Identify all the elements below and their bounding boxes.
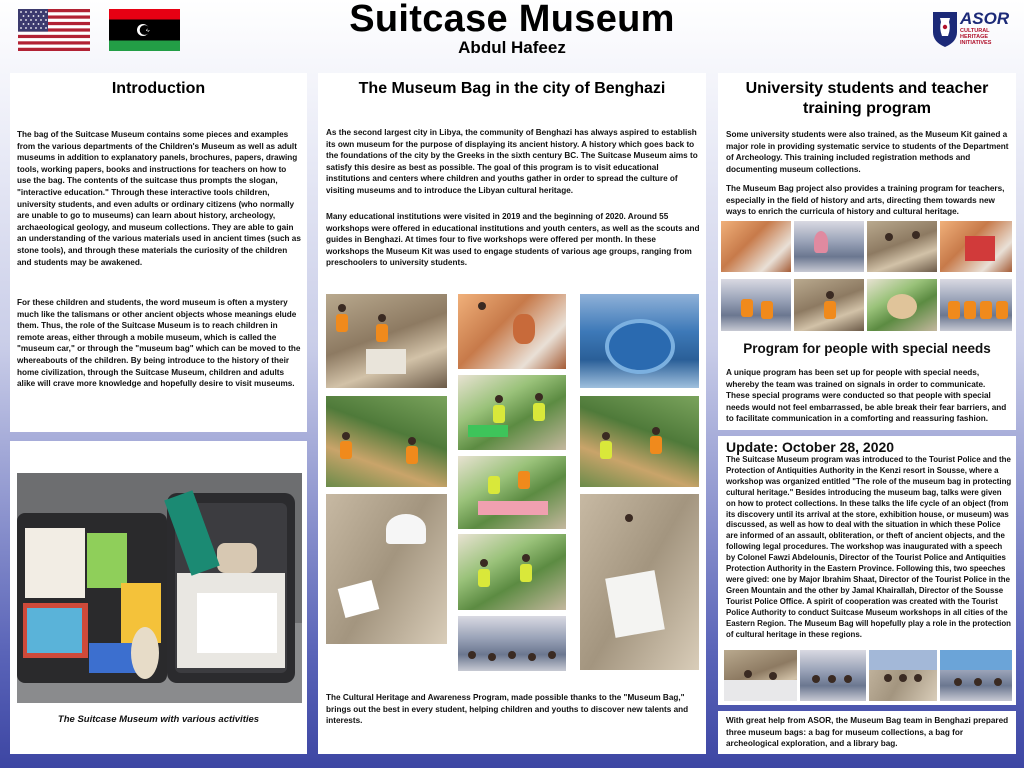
tourist-police-photo	[800, 650, 866, 701]
tourist-police-photo	[724, 650, 797, 701]
training-photo	[940, 279, 1012, 331]
introduction-title: Introduction	[111, 80, 206, 97]
special-needs-paragraph: A unique program has been set up for people with special needs, whereby the team was trained on signals in order to communicate. These special programs were conducted so that people with special needs would not feel embarrassed, be able break their fear barriers, and to facilitate communication in a comforting and reassuring fashion.	[726, 368, 1007, 424]
benghazi-paragraph-2: Many educational institutions were visited in 2019 and the beginning of 2020. Around 55 workshops were offered in educational institutions and youth centers, as well as the scouts and guides in Benghazi. At times four to five workshops were offered per month. In these workshops the Museum Kit was used to engage students of various age groups, ranging from preschoolers to university students.	[326, 212, 700, 268]
workshop-photo	[458, 375, 566, 450]
workshop-photo	[580, 294, 699, 388]
asor-shield-icon	[931, 10, 959, 48]
benghazi-panel	[318, 73, 706, 754]
workshop-photo	[458, 534, 566, 610]
workshop-photo	[580, 494, 699, 670]
introduction-paragraph-1: The bag of the Suitcase Museum contains some pieces and examples from the various departments of the Children's Museum as well as adult museums in addition to explanatory panels, brochures, papers, drawing tools, working papers, books and instructions for teachers on how to use the bag. The contents of the suitcase thus prompts the slogan, "interactive education." Through these interactive tools children, university students, and even adults or ordinary citizens (who normally are unable to go to museums) can learn about history, archeology, archaeological geology, and museum collections. They are able to gain an understanding of the various materials used in ancient times (such as stone tools), and through these materials the curiosity of the children and students may be awakened.	[17, 130, 301, 267]
update-paragraph: The Suitcase Museum program was introduced to the Tourist Police and the Protection of Antiquities Authority in the Kenzi resort in Sousse, where a workshop was organized entitled "The role of the museum bag in protecting cultural heritage." Besides introducing the museum bag, talks were given on how to protect collections. In these talks the life cycle of an object (from its discovery until its arrival at the store, exhibition house, or museum) was discussed, as well as how to deal with the situation in which these Police are informed of an assault, obliteration, or theft of ancient objects, and the following legal procedures. The workshop was inaugurated with a speech by Colonel Fawzi Abdelounis, Director of the Tourist Police and Antiquities Protection Authority in the Eastern Province. Following this, two speeches were gived: one by Major Ibrahim Shaat, Director of the Tourist Police in the Green Mountain and the other by Jamal Khairallah, Director of the Sousse Tourist Police Office. A spirit of cooperation was created with the Tourist Police Authority to conduct Suitcase Museum workshops in all cities of the Eastern Region. The Museum Bag will hopefully play a role in the protection of cultural heritage in these regions.	[726, 455, 1012, 639]
benghazi-paragraph-3: The Cultural Heritage and Awareness Program, made possible thanks to the "Museum Bag," brings out the best in every student, helping children and youths to discover new talents and interests.	[326, 693, 689, 726]
introduction-paragraph-2: For these children and students, the word museum is often a mystery much like the talismans or other ancient objects whose meanings elude them. Thus, the role of the Suitcase Museum is to reach children in remote areas, either through a mobile museum, which is called the "museum car," or through the "museum bag" which can be moved to the whereabouts of the children. By being introduce to the history of their home civilization, through the Suitcase Museum, children and adults alike will crave more knowledge and hopefully desire to visit museums.	[17, 298, 301, 389]
workshop-photo	[326, 294, 447, 388]
university-paragraph-2: The Museum Bag project also provides a training program for teachers, especially in the field of history and arts, directing them towards new ways to enrich the curricula of history and cultural heritage.	[726, 184, 1005, 217]
workshop-photo	[458, 456, 566, 529]
workshop-photo	[326, 494, 447, 644]
asor-logo-name: ASOR	[960, 9, 1010, 28]
poster-header	[0, 0, 1024, 70]
training-photo	[794, 279, 864, 331]
asor-note-panel	[718, 711, 1016, 754]
tourist-police-photo	[940, 650, 1012, 701]
workshop-photo	[458, 616, 566, 671]
university-title: University students and teacher training program	[745, 80, 989, 117]
special-needs-title: Program for people with special needs	[743, 341, 991, 356]
training-photo	[867, 221, 937, 272]
benghazi-title: The Museum Bag in the city of Benghazi	[358, 80, 666, 97]
training-photo	[940, 221, 1012, 272]
suitcase-museum-photo	[17, 473, 302, 703]
workshop-photo	[580, 396, 699, 487]
training-photo	[721, 279, 791, 331]
update-panel	[718, 436, 1016, 705]
training-photo	[794, 221, 864, 272]
workshop-photo	[458, 294, 566, 369]
poster-author: Abdul Hafeez	[458, 38, 566, 57]
asor-logo-subtitle: CULTURAL HERITAGE INITIATIVES	[960, 28, 992, 46]
introduction-panel	[10, 73, 307, 432]
poster-title: Suitcase Museum	[349, 0, 675, 40]
workshop-photo	[326, 396, 447, 487]
asor-note-paragraph: With great help from ASOR, the Museum Bag team in Benghazi prepared three museum bags: a bag for museum collections, a bag for archeological exploration, and a library bag.	[726, 716, 1009, 749]
update-title: Update: October 28, 2020	[726, 439, 895, 455]
university-paragraph-1: Some university students were also trained, as the Museum Kit gained a major role in providing systematic service to students of the Department of Archeology. This training included registration methods and documenting museum collections.	[726, 130, 1009, 174]
training-photo	[721, 221, 791, 272]
university-panel	[718, 73, 1016, 430]
suitcase-photo-panel	[10, 441, 307, 754]
suitcase-photo-caption: The Suitcase Museum with various activities	[57, 714, 260, 725]
training-photo	[867, 279, 937, 331]
benghazi-paragraph-1: As the second largest city in Libya, the community of Benghazi has always aspired to establish its own museum for the purpose of displaying its ancient history. A history which goes back to the foundations of the city by the Greeks in the sixth century BC. The Suitcase Museum aims to satisfy this desire as best as possible. The goal of this program is to visit educational institutions and centers where children and youths gather in order to spread the culture of visiting museums and to introduce the Libyan cultural heritage.	[326, 128, 698, 195]
asor-logo	[928, 9, 1018, 53]
tourist-police-photo	[869, 650, 937, 701]
